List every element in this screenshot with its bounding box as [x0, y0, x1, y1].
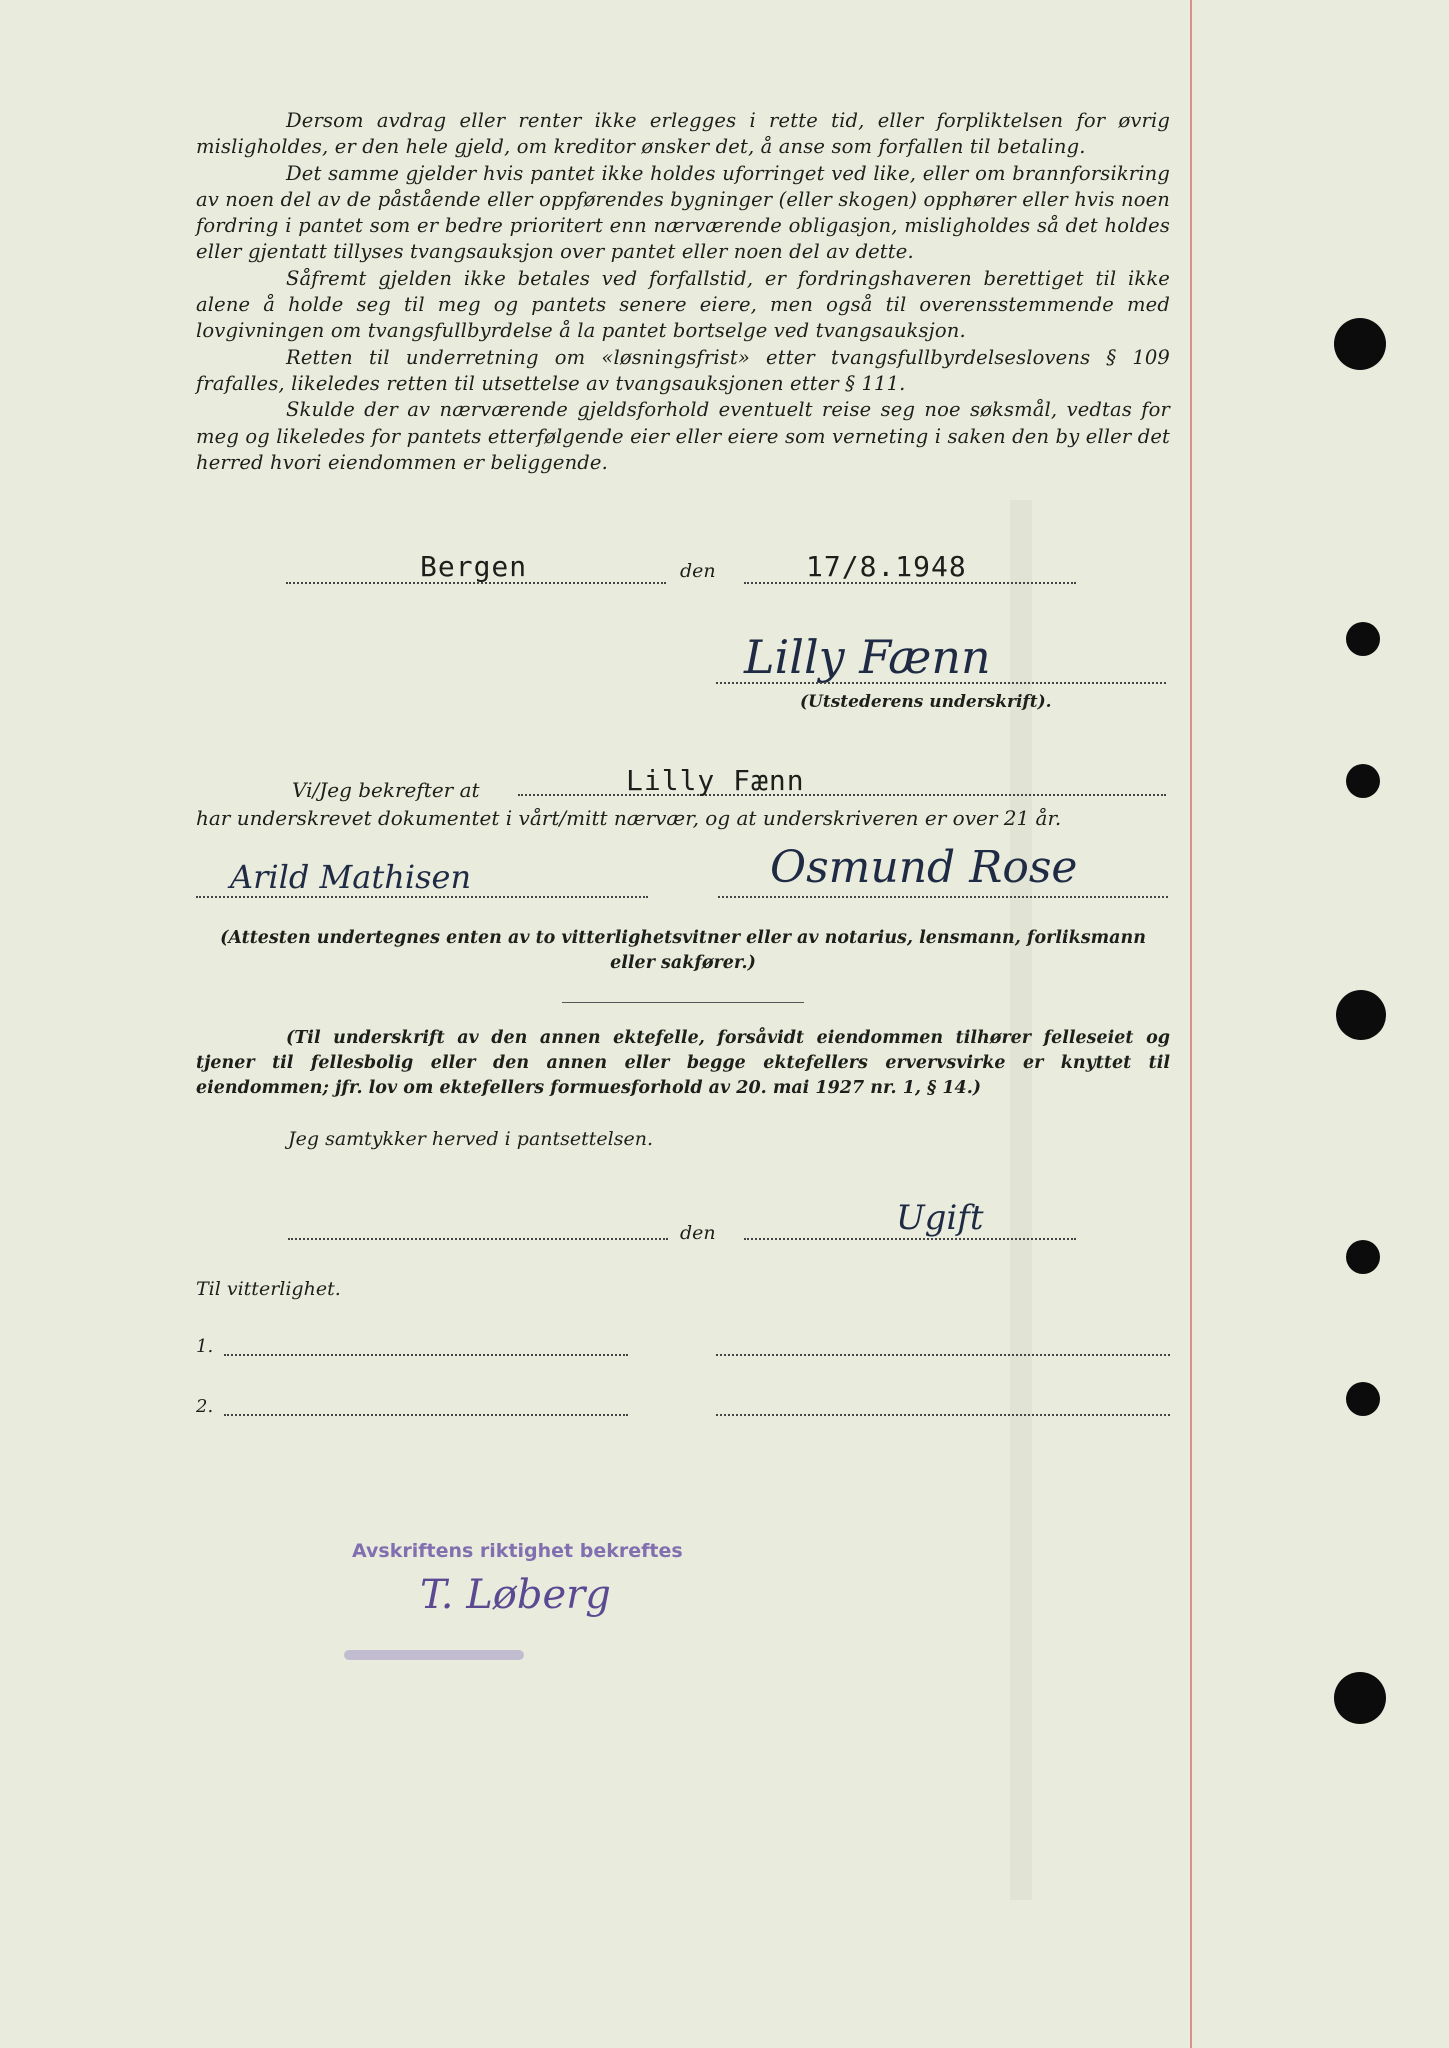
terms-text	[196, 108, 1170, 476]
issuer-caption: (Utstederens underskrift).	[800, 692, 1052, 712]
punch-hole	[1346, 622, 1380, 656]
place-value: Bergen	[420, 550, 528, 583]
stamp-text: Avskriftens riktighet bekreftes	[352, 1540, 683, 1562]
punch-hole	[1334, 318, 1386, 370]
date-value: 17/8.1948	[806, 550, 967, 583]
terms-paragraph: Det samme gjelder hvis pantet ikke holdes uforringet ved like, eller om brannforsikring av noen del av de påstående eller oppførendes bygninger (eller skogen) opphører eller hvis noen fordring i pantet som er bedre prioritert enn nærværende obligasjon, misligholdes så det holdes eller gjentatt tillyses tvangsauksjon over pantet eller noen del av dette.	[196, 161, 1170, 264]
witness-number: 1.	[196, 1336, 214, 1357]
consent-handwritten: Ugift	[896, 1198, 984, 1238]
confirmation-prefix: Vi/Jeg bekrefter at	[292, 778, 480, 802]
punch-hole	[1346, 1382, 1380, 1416]
witness-line	[224, 1354, 628, 1356]
issuer-signature: Lilly Fænn	[744, 630, 991, 684]
spouse-note: (Til underskrift av den annen ektefelle, forsåvidt eiendommen tilhører felleseiet og tjener til fellesbolig eller den annen eller begge ektefellers ervervsvirke er knyttet til eiendommen; jfr. lov om ektefellers formuesforhold av 20. mai 1927 nr. 1, § 14.)	[196, 1028, 1170, 1098]
stamp-signature: T. Løberg	[420, 1572, 611, 1618]
punch-hole	[1346, 764, 1380, 798]
stamp-smudge	[344, 1650, 524, 1660]
witnesses-heading: Til vitterlighet.	[196, 1278, 341, 1300]
witness-number: 2.	[196, 1396, 214, 1417]
terms-paragraph: Retten til underretning om «løsningsfrist» etter tvangsfullbyrdelseslovens § 109 frafalles, likeledes retten til utsettelse av tvangsauksjonen etter § 111.	[196, 345, 1170, 395]
divider	[562, 1002, 804, 1003]
consent-signature-line	[288, 1238, 668, 1240]
terms-paragraph: Skulde der av nærværende gjeldsforhold eventuelt reise seg noe søksmål, vedtas for meg og likeledes for pantets etterfølgende eier eller eiere som verneting i saken den by eller det herred hvori eiendommen er beliggende.	[196, 398, 1170, 474]
punch-hole	[1334, 1672, 1386, 1724]
terms-paragraph: Dersom avdrag eller renter ikke erlegges i rette tid, eller forpliktelsen for øvrig misligholdes, er den hele gjeld, om kreditor ønsker det, å anse som forfallen til betaling.	[196, 109, 1170, 159]
punch-hole	[1336, 990, 1386, 1040]
witness-line	[224, 1414, 628, 1416]
punch-hole	[1346, 1240, 1380, 1274]
confirmation-name: Lilly Fænn	[626, 764, 805, 797]
den-label: den	[680, 560, 716, 582]
bleed-through-mark	[1010, 500, 1142, 1900]
consent-den-label: den	[680, 1222, 716, 1244]
margin-line	[1190, 0, 1192, 2048]
witness-signature: Osmund Rose	[770, 842, 1078, 893]
confirmation-line2: har underskrevet dokumentet i vårt/mitt nærvær, og at underskriveren er over 21 år.	[196, 806, 1062, 830]
terms-paragraph: Såfremt gjelden ikke betales ved forfallstid, er fordringshaveren berettiget til ikke alene å holde seg til meg og pantets senere eiere, men også til overensstemmende med lovgivningen om tvangsfullbyrdelse å la pantet bortselge ved tvangsauksjon.	[196, 266, 1170, 343]
witness1-line	[196, 896, 648, 898]
attest-note: (Attesten undertegnes enten av to vitterlighetsvitner eller av notarius, lensmann, forliksmann eller sakfører.)	[220, 928, 1146, 973]
consent-text: Jeg samtykker herved i pantsettelsen.	[288, 1128, 653, 1150]
witness-signature: Arild Mathisen	[230, 858, 472, 896]
